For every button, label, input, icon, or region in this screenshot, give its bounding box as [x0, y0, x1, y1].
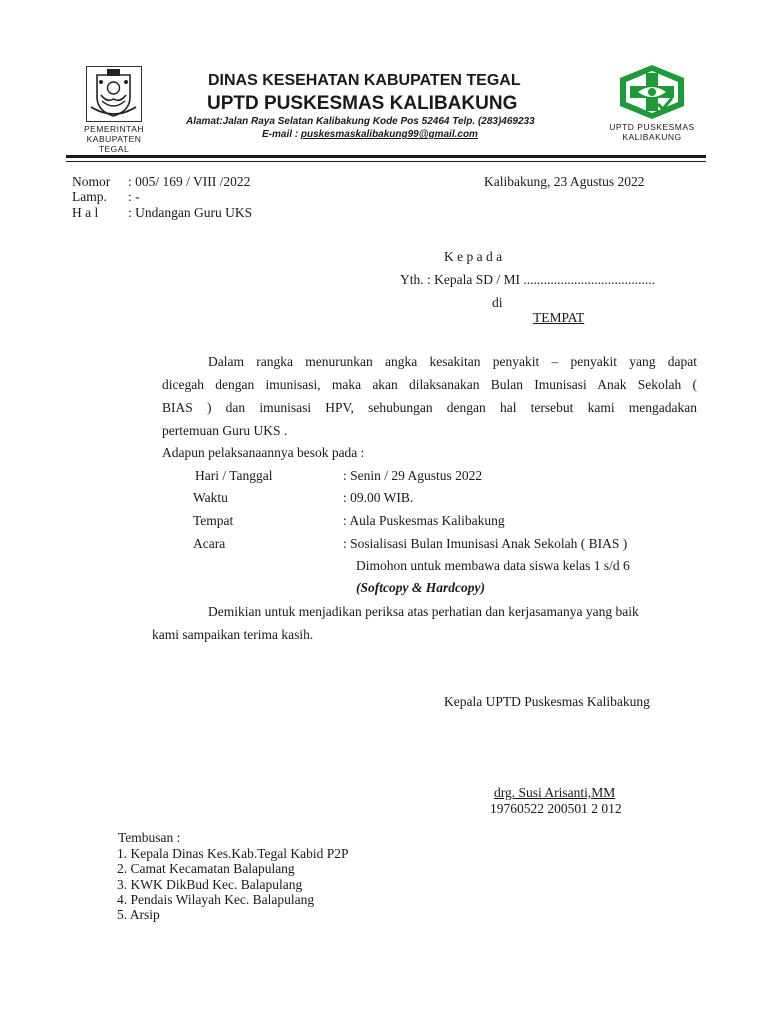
paragraph-line: pertemuan Guru UKS . — [162, 423, 288, 438]
detail-value: : Senin / 29 Agustus 2022 — [343, 468, 483, 483]
lamp-value: : - — [128, 189, 140, 204]
tempat-label: TEMPAT — [533, 310, 585, 325]
note-emphasis: (Softcopy & Hardcopy) — [356, 580, 485, 595]
pk-caption-line: UPTD PUSKESMAS — [609, 122, 695, 132]
cc-item: 1. Kepala Dinas Kes.Kab.Tegal Kabid P2P — [117, 846, 349, 861]
closing-line: kami sampaikan terima kasih. — [152, 627, 314, 642]
detail-value: : Aula Puskesmas Kalibakung — [343, 513, 505, 528]
paragraph-line: dicegah dengan imunisasi, maka akan dilaksanakan Bulan Imunisasi Anak Sekolah ( — [162, 377, 697, 392]
detail-value: : 09.00 WIB. — [343, 490, 414, 505]
signatory-name: drg. Susi Arisanti,MM — [494, 785, 616, 800]
detail-value: : Sosialisasi Bulan Imunisasi Anak Sekolah ( BIAS ) — [343, 536, 628, 551]
gov-caption-line: TEGAL — [98, 144, 130, 154]
detail-label: Acara — [193, 536, 226, 551]
signatory-title: Kepala UPTD Puskesmas Kalibakung — [444, 694, 650, 709]
cc-item: 3. KWK DikBud Kec. Balapulang — [117, 877, 303, 892]
recipient-line: Yth. : Kepala SD / MI ....................................... — [400, 272, 655, 287]
hal-label: H a l — [72, 205, 99, 220]
gov-caption-line: KABUPATEN — [86, 134, 142, 144]
clinic-title: UPTD PUSKESMAS KALIBAKUNG — [207, 93, 518, 114]
gov-caption-line: PEMERINTAH — [83, 124, 145, 134]
cc-item: 2. Camat Kecamatan Balapulang — [117, 861, 295, 876]
regency-coat-of-arms-logo — [86, 66, 142, 122]
nomor-label: Nomor — [72, 174, 111, 189]
kepada-label: K e p a d a — [444, 249, 503, 264]
lamp-label: Lamp. — [72, 189, 107, 204]
paragraph-line: Dalam rangka menurunkan angka kesakitan penyakit – penyakit yang dapat — [208, 354, 697, 369]
letterhead-email — [262, 129, 478, 140]
cc-item: 4. Pendais Wilayah Kec. Balapulang — [117, 892, 315, 907]
closing-line: Demikian untuk menjadikan periksa atas perhatian dan kerjasamanya yang baik — [208, 604, 639, 619]
letterhead-rule-thick — [66, 155, 706, 158]
detail-label: Tempat — [193, 513, 234, 528]
cc-item: 5. Arsip — [117, 907, 160, 922]
detail-label: Hari / Tanggal — [195, 468, 273, 483]
note-line: Dimohon untuk membawa data siswa kelas 1 s/d 6 — [356, 558, 630, 573]
email-label: E-mail : — [262, 129, 301, 140]
signatory-nip: 19760522 200501 2 012 — [490, 801, 622, 816]
email-address: puskesmaskalibakung99@gmail.com — [300, 129, 478, 140]
detail-label: Waktu — [193, 490, 228, 505]
puskesmas-caption — [600, 122, 704, 142]
hal-value: : Undangan Guru UKS — [128, 205, 253, 220]
letterhead-address: Alamat:Jalan Raya Selatan Kalibakung Kode Pos 52464 Telp. (283)469233 — [186, 116, 535, 127]
paragraph-line: BIAS ) dan imunisasi HPV, sehubungan dengan hal tersebut kami mengadakan — [162, 400, 697, 415]
di-label: di — [492, 295, 503, 310]
place-date: Kalibakung, 23 Agustus 2022 — [484, 174, 645, 189]
agency-title: DINAS KESEHATAN KABUPATEN TEGAL — [208, 72, 521, 89]
letterhead-rule-thin — [66, 161, 706, 162]
schedule-intro: Adapun pelaksanaannya besok pada : — [162, 445, 365, 460]
government-caption — [72, 124, 156, 154]
pk-caption-line: KALIBAKUNG — [622, 132, 682, 142]
nomor-value: : 005/ 169 / VIII /2022 — [128, 174, 251, 189]
puskesmas-logo — [616, 64, 688, 120]
cc-heading: Tembusan : — [118, 830, 181, 845]
